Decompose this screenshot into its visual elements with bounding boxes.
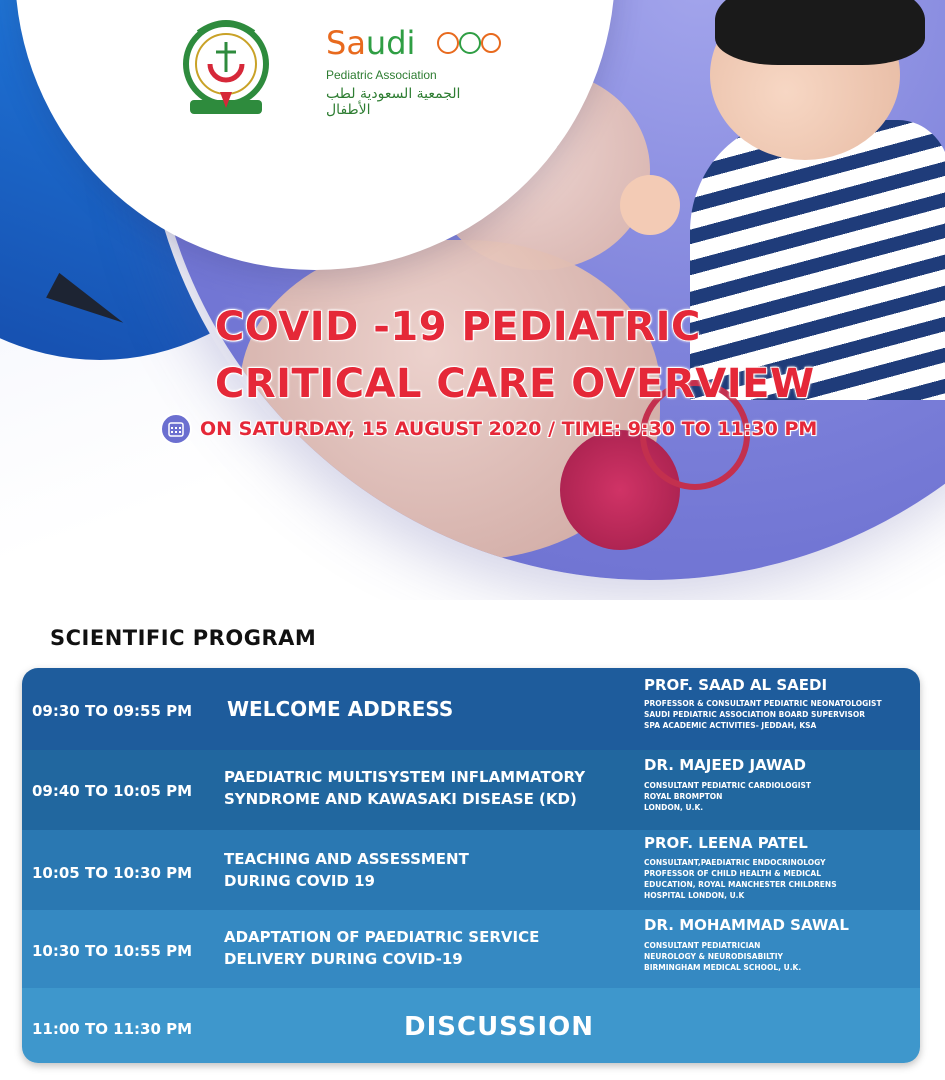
program-table (22, 668, 920, 1063)
session-topic (224, 848, 634, 892)
speaker-description-line: LONDON, U.K. (644, 803, 704, 812)
military-medical-logo (170, 12, 282, 124)
speaker-name: DR. MAJEED JAWAD (644, 756, 806, 774)
session-topic-line: DURING COVID 19 (224, 872, 375, 890)
speaker-description-line: CONSULTANT PEDIATRICIAN (644, 941, 761, 950)
session-topic (224, 766, 634, 810)
speaker-description-line: CONSULTANT PEDIATRIC CARDIOLOGIST (644, 781, 812, 790)
children-faces-icon (436, 28, 502, 64)
session-time: 09:40 TO 10:05 PM (32, 782, 193, 800)
speaker-block (644, 834, 916, 901)
session-time: 10:05 TO 10:30 PM (32, 864, 193, 882)
session-topic: DISCUSSION (404, 1012, 594, 1042)
program-row (22, 988, 920, 1063)
event-title-line1: COVID -19 PEDIATRIC (215, 304, 701, 350)
speaker-description-line: SPA ACADEMIC ACTIVITIES- JEDDAH, KSA (644, 721, 817, 730)
program-row (22, 750, 920, 830)
spa-logo-arabic: الجمعية السعودية لطب الأطفال (326, 86, 461, 118)
session-topic-line: DELIVERY DURING COVID-19 (224, 950, 463, 968)
program-row (22, 668, 920, 750)
speaker-name: PROF. SAAD AL SAEDI (644, 676, 828, 694)
spa-wordmark-sa: Sa (326, 24, 366, 62)
child-hair (715, 0, 925, 65)
speaker-block (644, 916, 916, 973)
spa-wordmark-udi: udi (365, 24, 416, 62)
speaker-description-line: CONSULTANT,PAEDIATRIC ENDOCRINOLOGY (644, 858, 826, 867)
speaker-block (644, 756, 916, 813)
speaker-block (644, 676, 916, 731)
speaker-description-line: HOSPITAL LONDON, U.K (644, 891, 745, 900)
speaker-name: DR. MOHAMMAD SAWAL (644, 916, 849, 934)
event-date-time: ON SATURDAY, 15 AUGUST 2020 / TIME: 9:30 TO 11:30 PM (200, 418, 818, 440)
speaker-description-line: PROFESSOR OF CHILD HEALTH & MEDICAL (644, 869, 822, 878)
session-topic-line: ADAPTATION OF PAEDIATRIC SERVICE (224, 928, 540, 946)
event-date-row (160, 413, 817, 445)
speaker-description-line: NEUROLOGY & NEURODISABILTIY (644, 952, 783, 961)
speaker-description-line: SAUDI PEDIATRIC ASSOCIATION BOARD SUPERVISOR (644, 710, 866, 719)
session-topic: WELCOME ADDRESS (227, 697, 454, 721)
spa-logo-subtitle: Pediatric Association (326, 68, 437, 82)
saudi-pediatric-association-logo (318, 20, 508, 120)
session-time: 11:00 TO 11:30 PM (32, 1020, 193, 1038)
speaker-name: PROF. LEENA PATEL (644, 834, 808, 852)
speaker-description-line: BIRMINGHAM MEDICAL SCHOOL, U.K. (644, 963, 802, 972)
session-topic (224, 926, 634, 970)
emblem-icon (170, 12, 282, 124)
child-striped-shirt (690, 120, 945, 400)
speaker-description-line: PROFESSOR & CONSULTANT PEDIATRIC NEONATOLOGIST (644, 699, 882, 708)
program-row (22, 910, 920, 988)
calendar-icon (160, 413, 192, 445)
session-time: 09:30 TO 09:55 PM (32, 702, 193, 720)
speaker-description-line: EDUCATION, ROYAL MANCHESTER CHILDRENS (644, 880, 837, 889)
event-title-line2: CRITICAL CARE OVERVIEW (215, 361, 815, 407)
session-topic-line: PAEDIATRIC MULTISYSTEM INFLAMMATORY (224, 768, 586, 786)
program-heading: SCIENTIFIC PROGRAM (50, 626, 317, 650)
program-row (22, 830, 920, 910)
spa-logo-wordmark (326, 24, 415, 62)
speaker-description-line: ROYAL BROMPTON (644, 792, 723, 801)
session-time: 10:30 TO 10:55 PM (32, 942, 193, 960)
session-topic-line: TEACHING AND ASSESSMENT (224, 850, 469, 868)
session-topic-line: SYNDROME AND KAWASAKI DISEASE (KD) (224, 790, 577, 808)
child-hand (620, 175, 680, 235)
